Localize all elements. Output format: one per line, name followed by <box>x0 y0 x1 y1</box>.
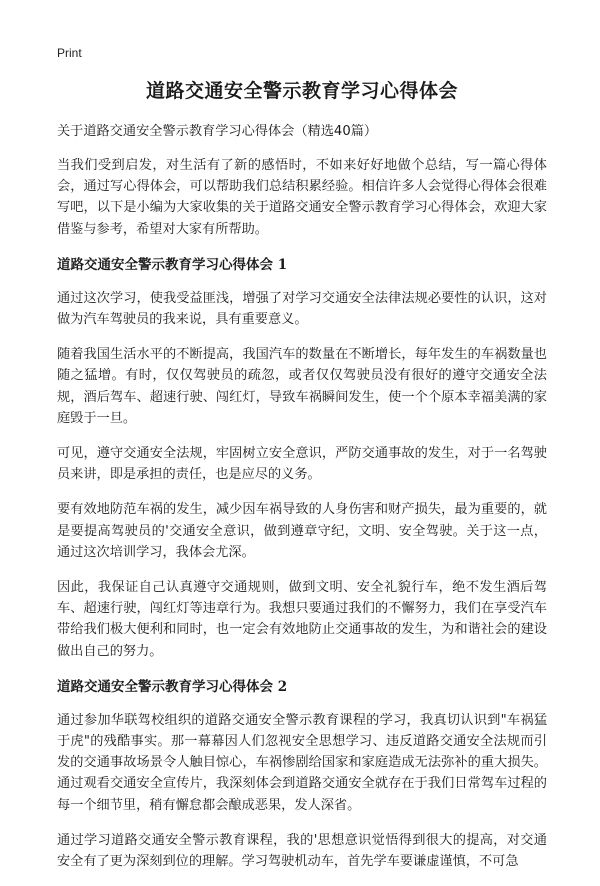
paragraph: 要有效地防范车祸的发生，减少因车祸导致的人身伤害和财产损失，最为重要的，就是要提高驾驶员的'交通安全意识，做到遵章守纪，文明、安全驾驶。关于这一点，通过这次培训学习，我体会尤深。 <box>57 502 547 560</box>
document-body <box>57 78 547 886</box>
page-title: 道路交通安全警示教育学习心得体会 <box>145 80 458 102</box>
paragraph: 通过这次学习，使我受益匪浅，增强了对学习交通安全法律法规必要性的认识，这对做为汽车驾驶员的我来说，具有重要意义。 <box>57 290 547 328</box>
print-link[interactable]: Print <box>57 46 82 60</box>
section-heading-1: 道路交通安全警示教育学习心得体会 1 <box>57 256 288 273</box>
subtitle: 关于道路交通安全警示教育学习心得体会（精选40篇） <box>57 124 378 139</box>
section-heading-2: 道路交通安全警示教育学习心得体会 2 <box>57 678 288 695</box>
intro-paragraph: 当我们受到启发，对生活有了新的感悟时，不如来好好地做个总结，写一篇心得体会，通过写心得体会，可以帮助我们总结积累经验。相信许多人会觉得心得体会很难写吧，以下是小编为大家收集的关于道路交通安全警示教育学习心得体会，欢迎大家借鉴与参考，希望对大家有所帮助。 <box>57 158 547 237</box>
paragraph: 可见，遵守交通安全法规，牢固树立安全意识，严防交通事故的发生，对于一名驾驶员来讲，即是承担的责任，也是应尽的义务。 <box>57 446 547 483</box>
paragraph: 通过参加华联驾校组织的道路交通安全警示教育课程的学习，我真切认识到"车祸猛于虎"的残酷事实。那一幕幕因人们忽视安全思想学习、违反道路交通安全法规而引发的交通事故场景令人触目惊心，车祸惨剧给国家和家庭造成无法弥补的重大损失。通过观看交通安全宣传片，我深刻体会到道路交通安全就存在于我们日常驾车过程的每一个细节里，稍有懈怠都会酿成恶果，发人深省。 <box>57 712 547 813</box>
paragraph: 通过学习道路交通安全警示教育课程，我的'思想意识觉悟得到很大的提高，对交通安全有了更为深刻到位的理解。学习驾驶机动车，首先学车要谦虚谨慎，不可急 <box>57 832 547 870</box>
paragraph: 因此，我保证自己认真遵守交通规则，做到文明、安全礼貌行车，绝不发生酒后驾车、超速行驶，闯红灯等违章行为。我想只要通过我们的不懈努力，我们在享受汽车带给我们极大便利和同时，也一定会有效地防止交通事故的发生，为和谐社会的建设做出自己的努力。 <box>57 580 547 659</box>
paragraph: 随着我国生活水平的不断提高，我国汽车的数量在不断增长，每年发生的车祸数量也随之猛增。有时，仅仅驾驶员的疏忽，或者仅仅驾驶员没有很好的遵守交通安全法规，酒后驾车、超速行驶、闯红灯，导致车祸瞬间发生，使一个个原本幸福美满的家庭毁于一旦。 <box>57 347 547 426</box>
